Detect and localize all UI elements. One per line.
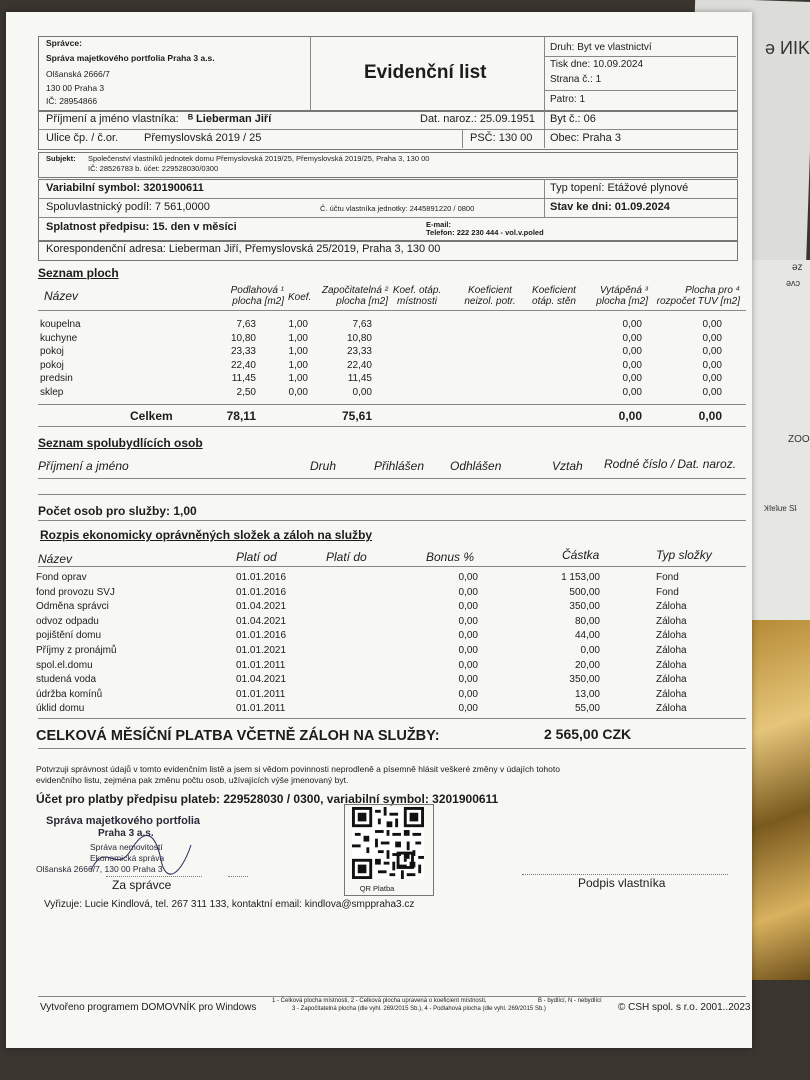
rozpis-cell-nazev: Odměna správci xyxy=(36,601,109,613)
rozpis-cell-bonus: 0,00 xyxy=(458,615,478,627)
ploch-total-vytapena: 0,00 xyxy=(618,409,642,423)
ploch-cell-nazev: pokoj xyxy=(40,346,64,358)
rozpis-col-nazev: Název xyxy=(38,552,73,566)
ploch-cell-podlahova: 22,40 xyxy=(230,359,256,371)
footnote-2: 3 - Započitatelná plocha (dle vyhl. 269/2015 Sb.), 4 - Podlahová plocha (dle vyhl. 269/2015 Sb.) xyxy=(292,1006,546,1012)
osoby-col-vztah: Vztah xyxy=(552,459,583,473)
ploch-cell-zapocitatelna: 10,80 xyxy=(346,332,372,344)
rozpis-cell-nazev: fond provozu SVJ xyxy=(36,586,115,598)
korespondencni-adresa: Korespondenční adresa: Lieberman Jiří, Přemyslovská 25/2019, Praha 3, 130 00 xyxy=(46,243,441,255)
col-nazev: Název xyxy=(44,289,79,303)
rozpis-cell-typ: Fond xyxy=(656,572,679,583)
patro: Patro: 1 xyxy=(550,94,586,105)
rozpis-cell-od: 01.01.2016 xyxy=(236,572,287,583)
celkova-platba-label: CELKOVÁ MĚSÍČNÍ PLATBA VČETNĚ ZÁLOH NA SLUŽBY: xyxy=(36,728,440,744)
ploch-cell-podlahova: 2,50 xyxy=(236,387,256,398)
ploch-cell-zapocitatelna: 22,40 xyxy=(346,359,372,371)
ploch-total-tuv: 0,00 xyxy=(698,409,722,423)
rozpis-col-od: Platí od xyxy=(236,550,277,564)
ulice-value: Přemyslovská 2019 / 25 xyxy=(144,132,262,144)
rozpis-cell-typ: Fond xyxy=(656,586,679,598)
ploch-cell-vytapena: 0,00 xyxy=(622,346,642,358)
rozpis-col-bonus: Bonus % xyxy=(426,550,475,564)
ploch-cell-koef: 0,00 xyxy=(288,387,308,398)
stamp-line-5: Olšanská 2666/7, 130 00 Praha 3 xyxy=(36,864,163,874)
ploch-cell-podlahova: 10,80 xyxy=(230,332,256,344)
rozpis-col-do: Platí do xyxy=(326,550,367,564)
stamp-line-3: Správa nemovitostí xyxy=(90,842,163,852)
druh: Druh: Byt ve vlastnictví xyxy=(550,42,652,53)
ploch-cell-vytapena: 0,00 xyxy=(622,387,642,398)
ploch-cell-tuv: 0,00 xyxy=(702,332,722,344)
footnote-1: 1 - Celková plocha místnosti, 2 - Celková plocha upravená o koeficient místnosti, xyxy=(272,998,487,1004)
rozpis-cell-nazev: úklid domu xyxy=(36,703,85,715)
osoby-col-prihlasen: Přihlášen xyxy=(374,459,425,473)
osoby-col-druh: Druh xyxy=(310,459,337,473)
variabilni-symbol: Variabilní symbol: 3201900611 xyxy=(46,182,204,194)
col-podlahova: Podlahová ¹ plocha [m2] xyxy=(230,285,284,307)
osoby-col-name: Příjmení a jméno xyxy=(38,459,129,473)
rozpis-cell-nazev: pojištění domu xyxy=(36,630,102,642)
ploch-cell-zapocitatelna: 0,00 xyxy=(352,387,372,398)
rozpis-cell-castka: 350,00 xyxy=(569,601,600,613)
rozpis-cell-od: 01.01.2016 xyxy=(236,630,287,642)
ploch-cell-vytapena: 0,00 xyxy=(622,359,642,371)
col-tuv: Plocha pro ⁴ rozpočet TUV [m2] xyxy=(656,285,740,307)
rozpis-cell-castka: 0,00 xyxy=(580,645,600,656)
strana: Strana č.: 1 xyxy=(550,74,602,85)
ploch-cell-tuv: 0,00 xyxy=(702,373,722,385)
rozpis-cell-nazev: údržba komínů xyxy=(36,688,103,700)
background-text: ǝʌɔ xyxy=(786,278,801,288)
stamp-line-1: Správa majetkového portfolia xyxy=(46,815,201,827)
spravce-name: Správa majetkového portfolia Praha 3 a.s. xyxy=(46,53,215,63)
confirm-text-2: evidenčního listu, zejména pak změnu počtu osob, užívajících výše jmenovaný byt. xyxy=(36,775,349,785)
ploch-cell-zapocitatelna: 7,63 xyxy=(352,319,372,330)
background-text: ǝz xyxy=(792,262,803,273)
osoby-col-rc: Rodné číslo / Dat. naroz. xyxy=(604,457,737,471)
col-vytapena: Vytápěná ³ plocha [m2] xyxy=(596,285,648,307)
ploch-title: Seznam ploch xyxy=(38,266,119,280)
date-of-birth: Dat. naroz.: 25.09.1951 xyxy=(420,113,535,125)
rozpis-cell-bonus: 0,00 xyxy=(458,630,478,642)
subjekt-line-2: IČ: 28526783 b. účet: 229528030/0300 xyxy=(88,164,219,173)
confirm-text-1: Potvrzuji správnost údajů v tomto evidenčním listě a jsem si vědom povinnosti neprodleně a písemně hlásit veškeré změny v údajích tohoto xyxy=(36,764,560,774)
rozpis-cell-od: 01.01.2011 xyxy=(236,703,286,715)
rozpis-cell-od: 01.01.2011 xyxy=(236,659,286,671)
background-text: ǝ ИIK xyxy=(765,38,810,58)
rozpis-cell-od: 01.04.2021 xyxy=(236,674,287,686)
email-label: E-mail: xyxy=(426,220,452,229)
ploch-cell-nazev: predsin xyxy=(40,373,73,385)
rozpis-title: Rozpis ekonomicky oprávněných složek a záloh na služby xyxy=(40,528,373,542)
ploch-cell-vytapena: 0,00 xyxy=(622,319,642,330)
vytvoreno-programem: Vytvořeno programem DOMOVNÍK pro Windows xyxy=(40,1002,257,1013)
ulice-label: Ulice čp. / č.or. xyxy=(46,132,119,144)
col-zapocitatelna: Započitatelná ² plocha [m2] xyxy=(321,285,388,307)
rozpis-cell-castka: 20,00 xyxy=(574,659,600,671)
rozpis-cell-od: 01.01.2021 xyxy=(236,645,287,656)
ploch-cell-vytapena: 0,00 xyxy=(622,373,642,385)
col-sten: Koeficient otáp. stěn xyxy=(532,285,576,307)
rozpis-cell-castka: 44,00 xyxy=(574,630,600,642)
rozpis-cell-castka: 1 153,00 xyxy=(561,572,600,583)
ploch-cell-nazev: pokoj xyxy=(40,359,64,371)
rozpis-cell-nazev: Fond oprav xyxy=(36,572,87,583)
ploch-cell-nazev: kuchyne xyxy=(40,332,78,344)
ploch-cell-tuv: 0,00 xyxy=(702,359,722,371)
rozpis-cell-typ: Záloha xyxy=(656,630,687,642)
rozpis-col-castka: Částka xyxy=(562,548,600,562)
ploch-cell-koef: 1,00 xyxy=(288,346,308,358)
stamp-line-4: Ekonomická správa xyxy=(90,853,165,863)
podpis-vlastnika: Podpis vlastníka xyxy=(578,876,666,890)
ploch-cell-tuv: 0,00 xyxy=(702,346,722,358)
rozpis-cell-bonus: 0,00 xyxy=(458,674,478,686)
qr-label: QR Platba xyxy=(359,884,395,893)
rozpis-cell-typ: Záloha xyxy=(656,688,687,700)
ploch-cell-koef: 1,00 xyxy=(288,359,308,371)
ploch-cell-podlahova: 23,33 xyxy=(230,346,256,358)
ucet-pro-platby: Účet pro platby předpisu plateb: 229528030 / 0300, variabilní symbol: 3201900611 xyxy=(36,792,499,806)
psc: PSČ: 130 00 xyxy=(470,132,533,144)
spravce-label: Správce: xyxy=(46,38,82,48)
background-text: ZOO xyxy=(788,434,810,445)
ploch-cell-nazev: sklep xyxy=(40,387,64,398)
subjekt-line-1: Společenství vlastníků jednotek domu Přemyslovská 2019/25, Přemyslovská 2019/25, Praha 3, 130 00 xyxy=(88,154,430,163)
obec: Obec: Praha 3 xyxy=(550,132,621,144)
ploch-cell-tuv: 0,00 xyxy=(702,387,722,398)
rozpis-cell-bonus: 0,00 xyxy=(458,645,478,656)
rozpis-cell-od: 01.01.2016 xyxy=(236,586,287,598)
evidencni-list-page xyxy=(6,12,752,1048)
col-neizol: Koeficient neizol. potr. xyxy=(464,285,516,307)
ucet-vlastnika: Č. účtu vlastníka jednotky: 2445891220 / 0800 xyxy=(320,204,475,213)
background-text: ꞰIɐʇuɐ Sʇ xyxy=(764,504,797,513)
rozpis-cell-castka: 13,00 xyxy=(574,688,600,700)
background-gold-fabric xyxy=(750,620,810,980)
rozpis-cell-typ: Záloha xyxy=(656,645,687,656)
qr-code xyxy=(352,807,424,879)
rozpis-cell-bonus: 0,00 xyxy=(458,688,478,700)
ploch-cell-zapocitatelna: 23,33 xyxy=(346,346,372,358)
col-koef: Koef. xyxy=(288,292,312,303)
rozpis-cell-typ: Záloha xyxy=(656,674,687,686)
rozpis-col-typ: Typ složky xyxy=(656,548,712,562)
rozpis-cell-bonus: 0,00 xyxy=(458,601,478,613)
osoby-col-odhlasen: Odhlášen xyxy=(450,459,502,473)
signature-scribble xyxy=(86,830,196,880)
rozpis-cell-nazev: odvoz odpadu xyxy=(36,615,99,627)
tisk-date: Tisk dne: 10.09.2024 xyxy=(550,59,644,70)
ploch-total-zapocitatelna: 75,61 xyxy=(341,409,372,423)
ploch-cell-koef: 1,00 xyxy=(288,319,308,330)
osoby-title: Seznam spolubydlících osob xyxy=(38,436,203,450)
page-title: Evidenční list xyxy=(364,62,487,83)
rozpis-cell-typ: Záloha xyxy=(656,703,687,715)
rozpis-cell-bonus: 0,00 xyxy=(458,703,478,715)
rozpis-cell-castka: 55,00 xyxy=(574,703,600,715)
ploch-total-podlahova: 78,11 xyxy=(226,409,256,423)
telefon: Telefon: 222 230 444 - vol.v.poled xyxy=(426,228,544,237)
stamp-line-2: Praha 3 a.s. xyxy=(98,828,154,839)
owner-name-label: Příjmení a jméno vlastníka: xyxy=(46,113,179,125)
ploch-cell-koef: 1,00 xyxy=(288,373,308,385)
rozpis-cell-nazev: spol.el.domu xyxy=(36,659,93,671)
celkova-platba-value: 2 565,00 CZK xyxy=(544,726,632,742)
rozpis-cell-nazev: Příjmy z pronájmů xyxy=(36,645,117,656)
stav-ke-dni: Stav ke dni: 01.09.2024 xyxy=(550,201,670,213)
spoluvlastnicky-podil: Spoluvlastnický podíl: 7 561,0000 xyxy=(46,201,210,213)
rozpis-cell-od: 01.04.2021 xyxy=(236,615,287,627)
typ-topeni: Typ topení: Etážové plynové xyxy=(550,182,689,194)
pocet-osob: Počet osob pro služby: 1,00 xyxy=(38,504,197,518)
rozpis-cell-typ: Záloha xyxy=(656,601,687,613)
rozpis-cell-od: 01.04.2021 xyxy=(236,601,287,613)
rozpis-cell-typ: Záloha xyxy=(656,615,687,627)
ploch-total-label: Celkem xyxy=(130,409,173,423)
spravce-address-1: Olšanská 2666/7 xyxy=(46,69,110,79)
ploch-cell-podlahova: 11,45 xyxy=(231,373,256,385)
spravce-ic: IČ: 28954866 xyxy=(46,96,98,106)
subjekt-label: Subjekt: xyxy=(46,154,76,163)
rozpis-cell-od: 01.01.2011 xyxy=(236,688,286,700)
rozpis-cell-bonus: 0,00 xyxy=(458,586,478,598)
rozpis-cell-nazev: studená voda xyxy=(36,674,97,686)
ploch-cell-zapocitatelna: 11,45 xyxy=(347,373,372,385)
rozpis-cell-bonus: 0,00 xyxy=(458,659,478,671)
rozpis-cell-castka: 500,00 xyxy=(569,586,600,598)
ploch-cell-koef: 1,00 xyxy=(288,332,308,344)
rozpis-cell-bonus: 0,00 xyxy=(458,572,478,583)
ploch-cell-tuv: 0,00 xyxy=(702,319,722,330)
ploch-cell-podlahova: 7,63 xyxy=(236,319,256,330)
col-otap: Koef. otáp. místnosti xyxy=(392,285,442,307)
rozpis-cell-castka: 80,00 xyxy=(574,615,600,627)
owner-name: ᴮ Lieberman Jiří xyxy=(188,113,272,125)
copyright: © CSH spol. s r.o. 2001..2023 xyxy=(618,1002,751,1013)
rozpis-cell-typ: Záloha xyxy=(656,659,687,671)
ploch-cell-vytapena: 0,00 xyxy=(622,332,642,344)
spravce-address-2: 130 00 Praha 3 xyxy=(46,83,105,93)
za-spravce: Za správce xyxy=(112,878,172,892)
footnote-3: B - bydlící, N - nebydlící xyxy=(538,998,602,1004)
byt-number: Byt č.: 06 xyxy=(550,113,596,125)
rozpis-cell-castka: 350,00 xyxy=(569,674,600,686)
vyrizuje: Vyřizuje: Lucie Kindlová, tel. 267 311 133, kontaktní email: kindlova@smppraha3.cz xyxy=(44,899,415,910)
ploch-cell-nazev: koupelna xyxy=(40,319,81,330)
splatnost: Splatnost předpisu: 15. den v měsíci xyxy=(46,221,237,233)
